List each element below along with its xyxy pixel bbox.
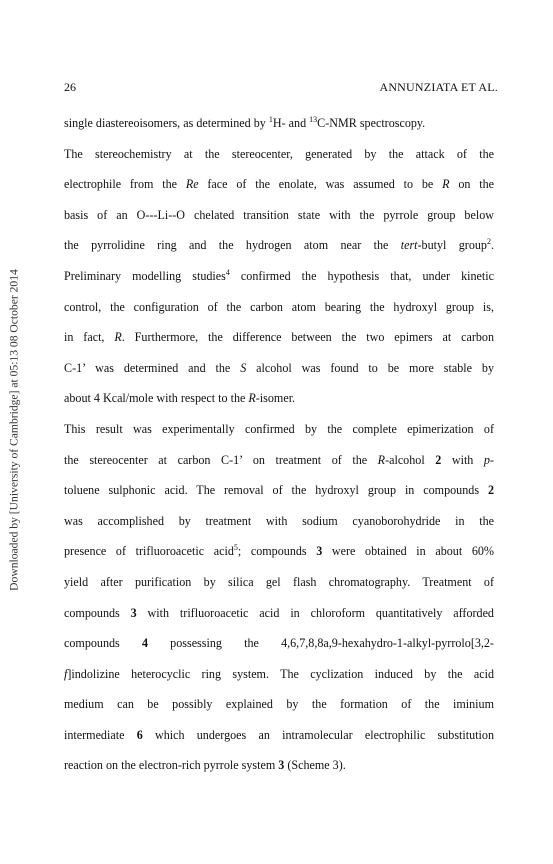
text-line xyxy=(64,353,494,384)
text-run: compounds xyxy=(64,636,142,651)
text-run: p xyxy=(483,452,490,467)
text-run: R xyxy=(248,391,256,406)
text-run: (Scheme 3). xyxy=(284,758,346,773)
superscript-ref: 2 xyxy=(486,237,491,247)
text-run: C-1’ was determined and the xyxy=(64,360,241,375)
text-line xyxy=(64,230,494,261)
text-line xyxy=(64,628,494,659)
text-run: 3 xyxy=(316,544,323,559)
text-line xyxy=(64,322,494,353)
running-head: ANNUNZIATA ET AL. xyxy=(379,80,498,94)
text-run: -isomer. xyxy=(255,391,296,406)
text-run: tert xyxy=(400,238,418,253)
text-run: was accomplished by treatment with sodium cyanoborohydride in the xyxy=(64,513,494,528)
page-number: 26 xyxy=(64,80,76,94)
text-run: This result was experimentally confirmed by the complete epimerization of xyxy=(64,421,494,436)
text-run: yield after purification by silica gel flash chromatography. Treatment of xyxy=(64,574,494,589)
text-run: single diastereoisomers, as determined by xyxy=(64,116,269,130)
body-text xyxy=(64,108,494,781)
text-run: . xyxy=(490,238,494,253)
text-line xyxy=(64,414,494,445)
text-run: H- and xyxy=(272,116,310,130)
text-line xyxy=(64,659,494,690)
text-line xyxy=(64,139,494,170)
text-line xyxy=(64,720,494,751)
text-run: intermediate xyxy=(64,727,137,742)
text-line xyxy=(64,506,494,537)
text-run: which undergoes an intramolecular electrophilic substitution xyxy=(142,727,495,742)
text-run: presence of trifluoroacetic acid xyxy=(64,544,234,559)
text-run: -alcohol xyxy=(385,452,436,467)
text-run: S xyxy=(240,360,247,375)
superscript-ref: 4 xyxy=(225,267,230,277)
text-run: R xyxy=(377,452,386,467)
text-run: in fact, xyxy=(64,330,115,345)
text-line xyxy=(64,689,494,720)
text-line xyxy=(64,169,494,200)
superscript-ref: 13 xyxy=(309,115,318,124)
text-run: medium can be possibly explained by the formation of the iminium xyxy=(64,697,494,712)
text-run: control, the configuration of the carbon atom bearing the hydroxyl group is, xyxy=(64,299,494,314)
text-line xyxy=(64,536,494,567)
superscript-ref: 1 xyxy=(268,115,273,124)
text-run: with trifluoroacetic acid in chloroform quantitatively afforded xyxy=(136,605,494,620)
text-run: compounds xyxy=(64,605,131,620)
text-run: possessing the 4,6,7,8,8a,9-hexahydro-1-alkyl-pyrrolo[3,2- xyxy=(148,636,494,651)
text-run: were obtained in about 60% xyxy=(322,544,494,559)
text-run: 3 xyxy=(130,605,137,620)
text-run: on the xyxy=(449,177,494,192)
text-line xyxy=(64,261,494,292)
text-run: Re xyxy=(185,177,199,192)
text-run: with xyxy=(441,452,484,467)
text-line xyxy=(64,567,494,598)
text-run: electrophile from the xyxy=(64,177,186,192)
text-line xyxy=(64,200,494,231)
superscript-ref: 5 xyxy=(233,543,238,553)
text-run: ]indolizine heterocyclic ring system. The cyclization induced by the acid xyxy=(67,666,494,681)
text-run: R xyxy=(114,330,122,345)
text-run: 6 xyxy=(136,727,143,742)
text-run: about 4 Kcal/mole with respect to the xyxy=(64,391,249,406)
text-run: f xyxy=(64,666,68,681)
text-line xyxy=(64,750,494,781)
text-run: face of the enolate, was assumed to be xyxy=(198,177,443,192)
text-run: The stereochemistry at the stereocenter, generated by the attack of the xyxy=(64,146,494,161)
text-run: 4 xyxy=(141,636,148,651)
text-run: the stereocenter at carbon C-1’ on treatment of the xyxy=(64,452,378,467)
text-run: 3 xyxy=(278,758,285,773)
text-run: Preliminary modelling studies xyxy=(64,268,226,283)
text-run: C-NMR spectroscopy. xyxy=(317,116,426,130)
download-watermark: Downloaded by [University of Cambridge] at 05:13 08 October 2014 xyxy=(7,269,21,591)
text-run: basis of an O---Li--O chelated transition state with the pyrrole group below xyxy=(64,207,494,222)
text-run: . Furthermore, the difference between the two epimers at carbon xyxy=(121,330,494,345)
text-line xyxy=(64,383,494,414)
text-run: -butyl group xyxy=(417,238,487,253)
text-run: reaction on the electron-rich pyrrole system xyxy=(64,758,279,773)
text-line xyxy=(64,292,494,323)
text-run: - xyxy=(489,452,494,467)
text-run: toluene sulphonic acid. The removal of the hydroxyl group in compounds xyxy=(64,483,488,498)
text-run: ; compounds xyxy=(237,544,317,559)
text-run: alcohol was found to be more stable by xyxy=(246,360,494,375)
text-line xyxy=(64,598,494,629)
text-line xyxy=(64,108,494,139)
text-run: confirmed the hypothesis that, under kinetic xyxy=(229,268,495,283)
text-line xyxy=(64,475,494,506)
text-run: 2 xyxy=(435,452,442,467)
text-run: 2 xyxy=(487,483,494,498)
text-run: the pyrrolidine ring and the hydrogen atom near the xyxy=(64,238,401,253)
text-line xyxy=(64,445,494,476)
text-run: R xyxy=(442,177,450,192)
